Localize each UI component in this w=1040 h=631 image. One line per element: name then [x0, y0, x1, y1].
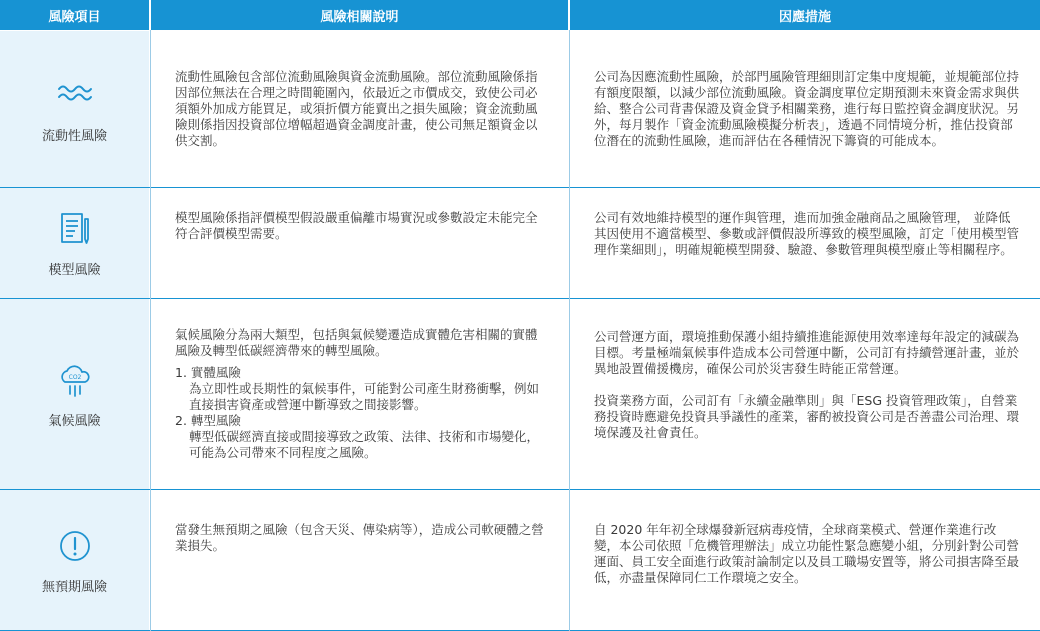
risk-cell-liquidity — [0, 31, 149, 187]
header-risk-description: 風險相關說明 — [151, 0, 568, 30]
column-divider — [569, 30, 570, 631]
risk-name: 氣候風險 — [48, 413, 101, 429]
description-text: 當發生無預期之風險（包含天災、傳染病等），造成公司軟硬體之營業損失。 — [175, 522, 544, 553]
description-intro: 氣候風險分為兩大類型，包括與氣候變遷造成實體危害相關的實體風險及轉型低碳經濟帶來的轉型風險。 — [175, 327, 538, 358]
risk-cell-unexpected — [0, 490, 149, 631]
description-cell — [151, 490, 568, 631]
description-cell — [151, 31, 568, 187]
svg-text:CO2: CO2 — [68, 373, 81, 381]
column-divider — [150, 30, 151, 631]
measures-text: 自 2020 年年初全球爆發新冠病毒疫情，全球商業模式、營運作業進行改變，本公司依照「危機管理辦法」成立功能性緊急應變小組，分別針對公司營運面、員工安全面進行政策討論制定以及員工職場安置等，將公司損害降至最低，亦盡量保障同仁工作環境之安全。 — [594, 522, 1020, 585]
header-measures: 因應措施 — [570, 0, 1040, 30]
measures-cell — [570, 490, 1040, 631]
risk-name: 無預期風險 — [41, 580, 107, 595]
row-divider — [0, 298, 1040, 299]
measures-text: 公司為因應流動性風險，於部門風險管理細則訂定集中度規範，並規範部位持有額度限額，以減少部位流動風險。資金調度單位定期預測未來資金需求與供給、整合公司背書保證及資金貸予相關業務，進行每日監控資金調度狀況。另外，每月製作「資金流動風險模擬分析表」，透過不同情境分析，推估投資部位潛在的流動性風險，進而評估在各種情況下籌資的可能成本。 — [594, 69, 1020, 148]
item-physical-risk-title: 1. 實體風險 — [175, 365, 241, 380]
waves-icon — [55, 75, 95, 115]
row-divider — [0, 187, 1040, 188]
row-divider — [0, 489, 1040, 490]
description-text: 模型風險係指評價模型假設嚴重偏離市場實況或參數設定未能完全符合評價模型需要。 — [175, 210, 538, 241]
risk-name: 流動性風險 — [41, 128, 107, 144]
co2-cloud-icon — [55, 360, 95, 400]
description-cell — [151, 299, 568, 489]
header-risk-item: 風險項目 — [0, 0, 149, 30]
document-pen-icon — [55, 209, 95, 249]
measures-text: 公司有效地維持模型的運作與管理，進而加強金融商品之風險管理， 並降低其因使用不適當模型、參數或評價假設所導致的模型風險，訂定「使用模型管理作業細則」，明確規範模型開發、驗證、參數管理與模型廢止等相關程序。 — [594, 210, 1020, 257]
exclamation-circle-icon — [55, 526, 95, 566]
risk-cell-model — [0, 188, 149, 298]
measures-investment: 投資業務方面，公司訂有「永續金融準則」與「ESG 投資管理政策」，自營業務投資時應避免投資具爭議性的產業，審酌被投資公司是否善盡公司治理、環境保護及社會責任。 — [594, 393, 1020, 440]
risk-cell-climate — [0, 299, 149, 489]
measures-cell — [570, 299, 1040, 489]
measures-cell — [570, 188, 1040, 298]
item-physical-risk-text: 為立即性或長期性的氣候事件，可能對公司產生財務衝擊，例如直接損害資產或營運中斷導致之間接影響。 — [189, 381, 540, 412]
risk-name: 模型風險 — [48, 262, 101, 278]
item-transition-risk-title: 2. 轉型風險 — [175, 413, 241, 428]
measures-cell — [570, 31, 1040, 187]
item-transition-risk-text: 轉型低碳經濟直接或間接導致之政策、法律、技術和市場變化，可能為公司帶來不同程度之風險。 — [189, 429, 540, 460]
description-cell — [151, 188, 568, 298]
measures-operations: 公司營運方面，環境推動保護小組持續推進能源使用效率達每年設定的減碳為目標。考量極端氣候事件造成本公司營運中斷，公司訂有持續營運計畫，並於異地設置備援機房，確保公司於災害發生時能正常營運。 — [594, 329, 1020, 376]
description-text: 流動性風險包含部位流動風險與資金流動風險。部位流動風險係指因部位無法在合理之時間範圍內，依最近之市價成交，致使公司必須額外加成方能買足，或須折價方能賣出之損失風險；資金流動風險則係指因投資部位增幅超過資金調度計畫，使公司無足額資金以供交割。 — [175, 69, 538, 148]
